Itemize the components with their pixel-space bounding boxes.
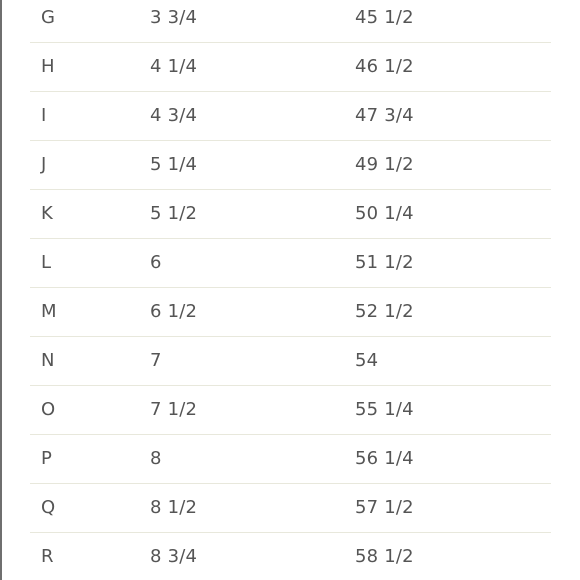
size-letter-cell: J bbox=[41, 154, 47, 175]
size-letter-cell: N bbox=[41, 350, 55, 371]
us-size-cell: 3 3/4 bbox=[150, 7, 198, 28]
size-letter-cell: P bbox=[41, 448, 53, 469]
table-row bbox=[30, 337, 551, 386]
size-letter-cell: H bbox=[41, 56, 55, 77]
table-row bbox=[30, 386, 551, 435]
circumference-cell: 58 1/2 bbox=[355, 546, 414, 567]
table-row bbox=[30, 0, 551, 43]
table-row bbox=[30, 43, 551, 92]
size-letter-cell: K bbox=[41, 203, 54, 224]
size-letter-cell: Q bbox=[41, 497, 56, 518]
size-letter-cell: G bbox=[41, 7, 56, 28]
us-size-cell: 7 1/2 bbox=[150, 399, 198, 420]
size-letter-cell: I bbox=[41, 105, 47, 126]
us-size-cell: 5 1/2 bbox=[150, 203, 198, 224]
circumference-cell: 46 1/2 bbox=[355, 56, 414, 77]
us-size-cell: 4 3/4 bbox=[150, 105, 198, 126]
circumference-cell: 57 1/2 bbox=[355, 497, 414, 518]
circumference-cell: 55 1/4 bbox=[355, 399, 414, 420]
circumference-cell: 45 1/2 bbox=[355, 7, 414, 28]
table-row bbox=[30, 239, 551, 288]
circumference-cell: 50 1/4 bbox=[355, 203, 414, 224]
table-row bbox=[30, 435, 551, 484]
size-letter-cell: M bbox=[41, 301, 57, 322]
us-size-cell: 6 1/2 bbox=[150, 301, 198, 322]
left-divider bbox=[0, 0, 2, 580]
circumference-cell: 51 1/2 bbox=[355, 252, 414, 273]
us-size-cell: 4 1/4 bbox=[150, 56, 198, 77]
ring-size-table bbox=[30, 0, 551, 580]
circumference-cell: 52 1/2 bbox=[355, 301, 414, 322]
table-row bbox=[30, 141, 551, 190]
table-row bbox=[30, 92, 551, 141]
us-size-cell: 8 bbox=[150, 448, 162, 469]
us-size-cell: 7 bbox=[150, 350, 162, 371]
circumference-cell: 56 1/4 bbox=[355, 448, 414, 469]
size-letter-cell: R bbox=[41, 546, 54, 567]
size-letter-cell: O bbox=[41, 399, 56, 420]
size-letter-cell: L bbox=[41, 252, 52, 273]
us-size-cell: 5 1/4 bbox=[150, 154, 198, 175]
table-row bbox=[30, 484, 551, 533]
circumference-cell: 47 3/4 bbox=[355, 105, 414, 126]
table-row bbox=[30, 190, 551, 239]
us-size-cell: 6 bbox=[150, 252, 162, 273]
us-size-cell: 8 1/2 bbox=[150, 497, 198, 518]
circumference-cell: 49 1/2 bbox=[355, 154, 414, 175]
table-row bbox=[30, 533, 551, 580]
table-row bbox=[30, 288, 551, 337]
us-size-cell: 8 3/4 bbox=[150, 546, 198, 567]
circumference-cell: 54 bbox=[355, 350, 379, 371]
